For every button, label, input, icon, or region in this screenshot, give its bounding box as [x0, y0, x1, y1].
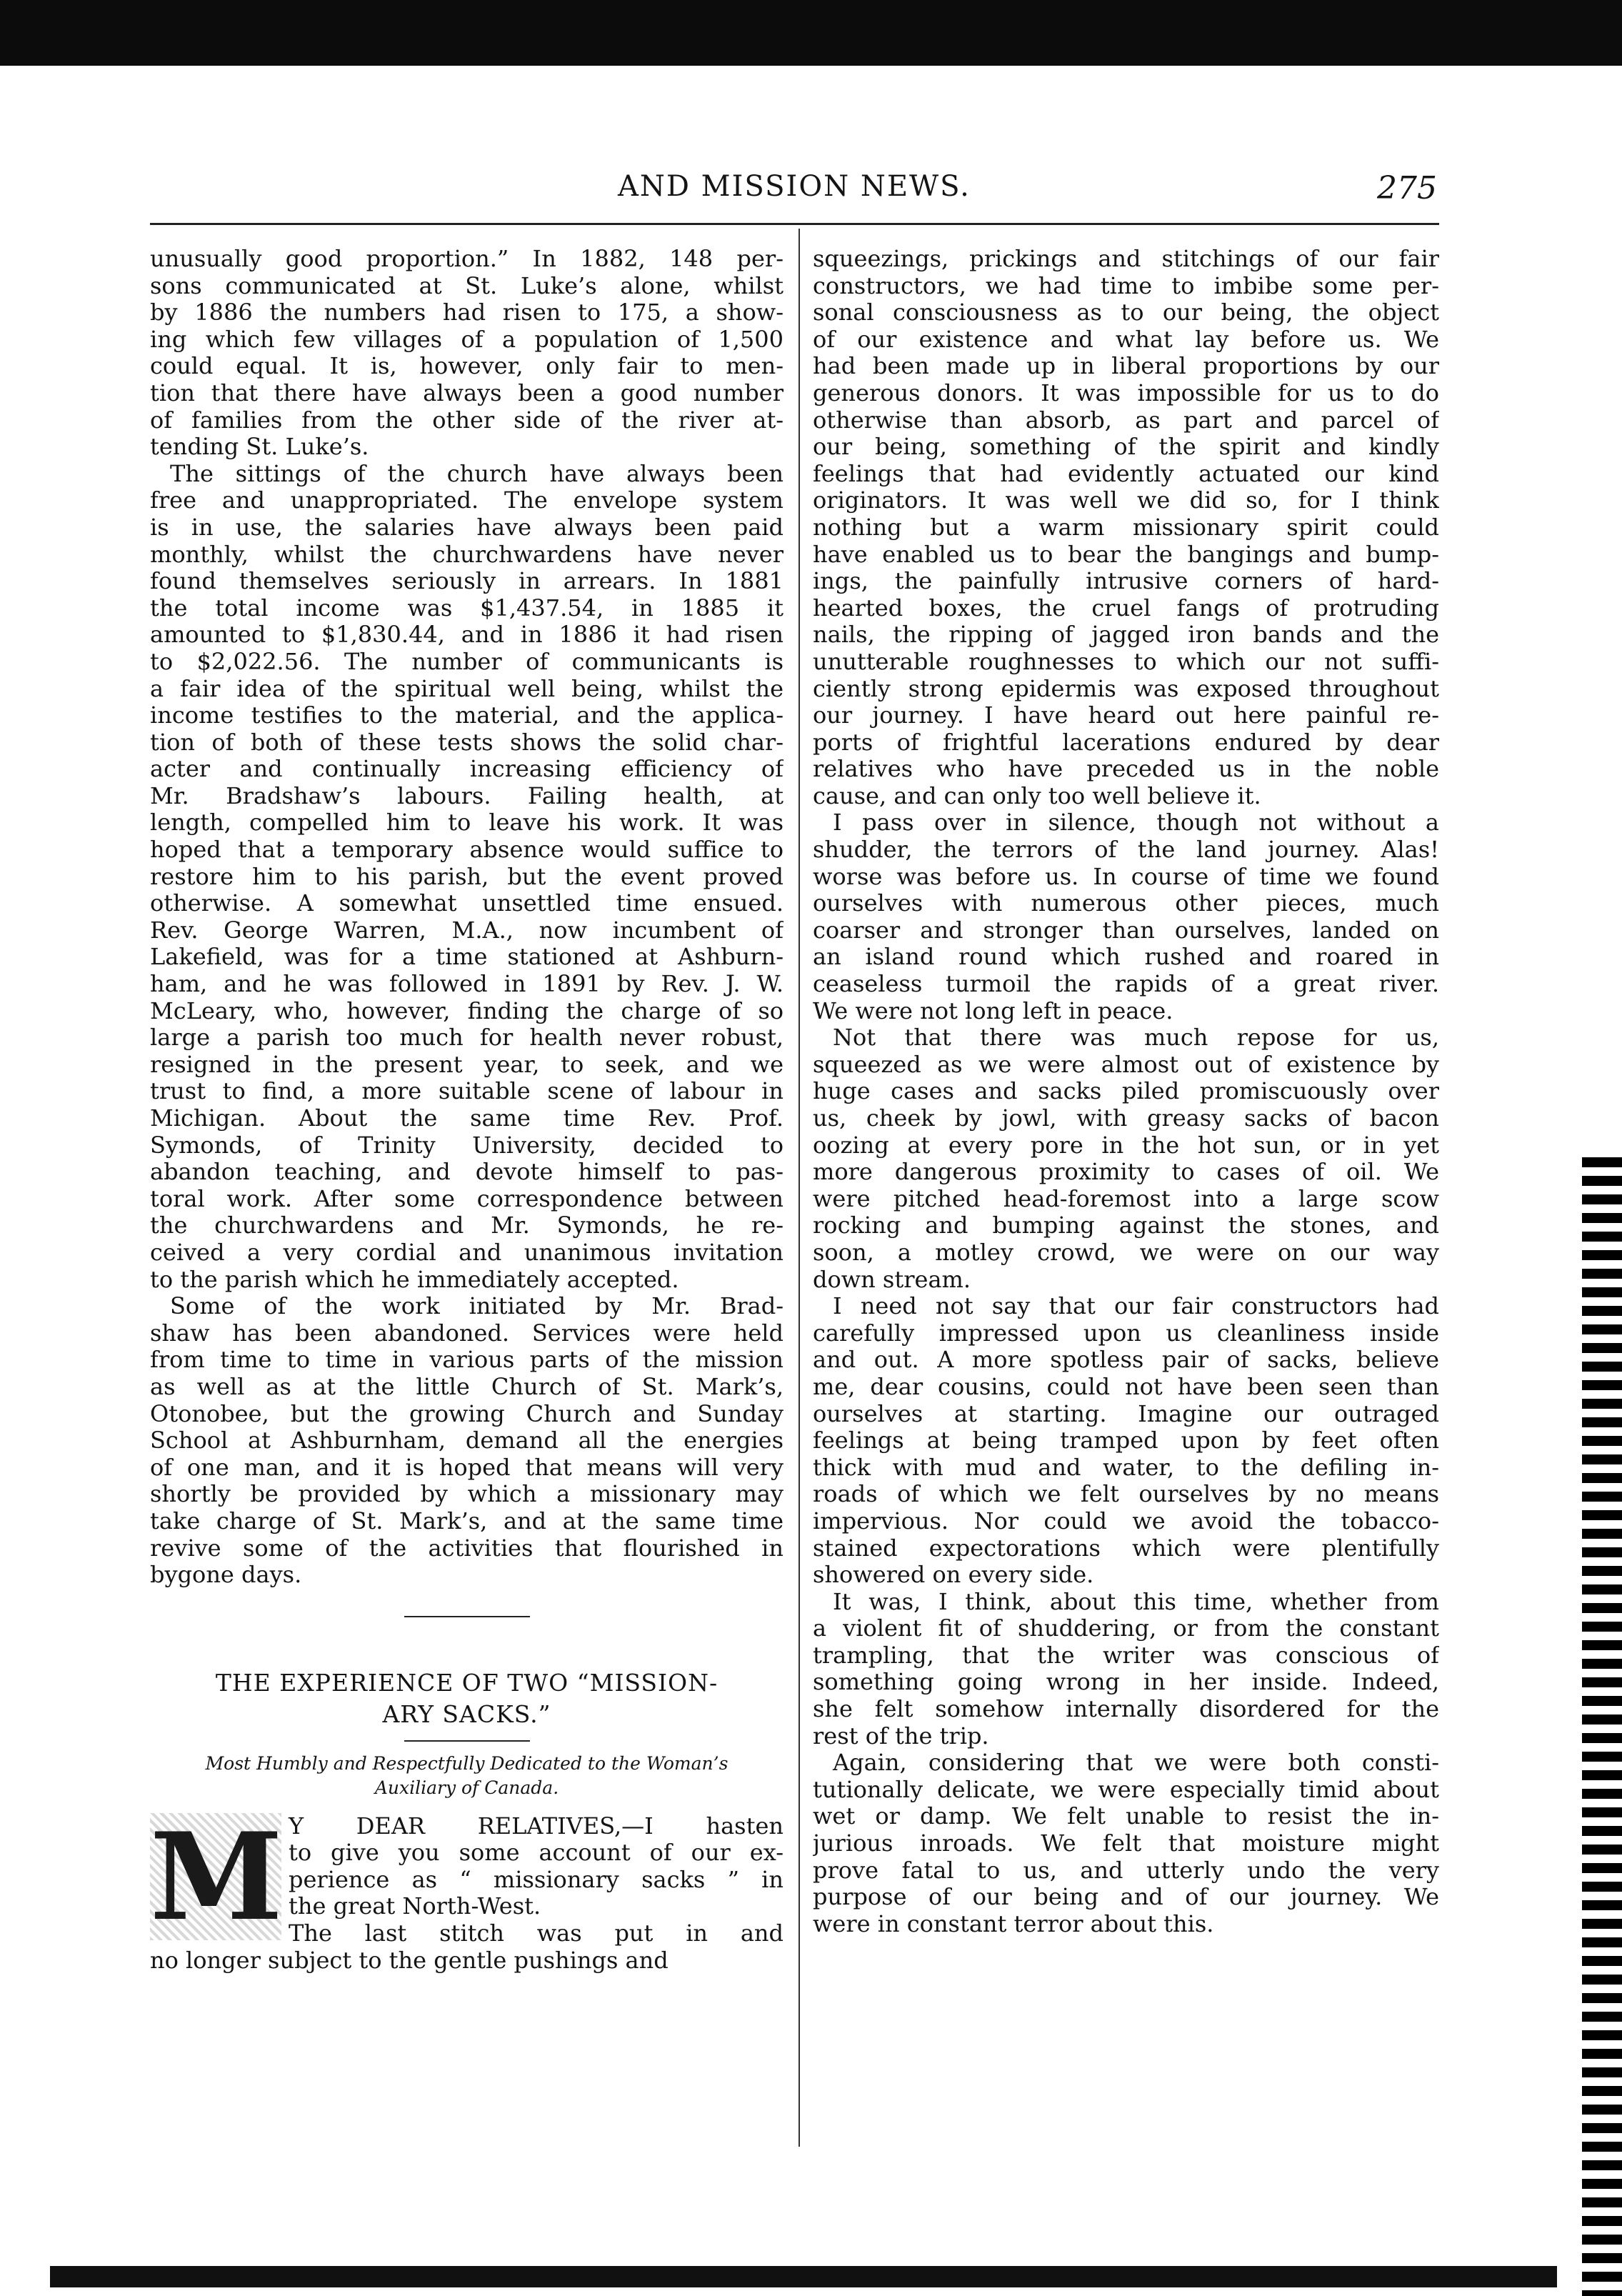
text-line: nails, the ripping of jagged iron bands and the	[813, 622, 1439, 649]
page-number: 275	[1377, 170, 1437, 206]
right-column	[813, 246, 1439, 1937]
text-line: carefully impressed upon us cleanliness inside	[813, 1319, 1439, 1347]
text-line: length, compelled him to leave his work. It was	[150, 809, 784, 837]
text-line: thick with mud and water, to the defiling in-	[813, 1454, 1439, 1481]
text-line: something going wrong in her inside. Indeed,	[813, 1669, 1439, 1696]
text-line: more dangerous proximity to cases of oil. We	[813, 1159, 1439, 1186]
title-divider	[404, 1740, 530, 1742]
article-title-line: THE EXPERIENCE OF TWO “MISSION-	[215, 1668, 719, 1697]
text-line: originators. It was well we did so, for I think	[813, 487, 1439, 514]
text-line: School at Ashburnham, demand all the energies	[150, 1427, 784, 1454]
text-line: restore him to his parish, but the event proved	[150, 863, 784, 890]
scan-edge-marks	[1582, 1157, 1622, 2296]
text-line: tion that there have always been a good number	[150, 379, 784, 406]
text-line: unutterable roughnesses to which our not suffi-	[813, 648, 1439, 675]
text-line: to the parish which he immediately accepted.	[150, 1266, 679, 1293]
text-line: impervious. Nor could we avoid the tobacco-	[813, 1507, 1439, 1534]
text-line: abandon teaching, and devote himself to pas-	[150, 1159, 784, 1186]
text-line: cause, and can only too well believe it.	[813, 782, 1261, 809]
text-line: jurious inroads. We felt that moisture might	[813, 1830, 1439, 1857]
text-line: tion of both of these tests shows the solid char-	[150, 729, 784, 756]
text-line: ings, the painfully intrusive corners of hard-	[813, 568, 1439, 595]
text-line: rocking and bumping against the stones, and	[813, 1212, 1439, 1239]
text-line: the churchwardens and Mr. Symonds, he re-	[150, 1212, 784, 1239]
dedication-line: Auxiliary of Canada.	[374, 1777, 559, 1798]
text-line: acter and continually increasing efficiency of	[150, 756, 784, 783]
text-line: relatives who have preceded us in the noble	[813, 756, 1439, 783]
text-line: take charge of St. Mark’s, and at the same time	[150, 1507, 784, 1534]
text-line: our journey. I have heard out here painful re-	[813, 702, 1439, 729]
text-line: is in use, the salaries have always been paid	[150, 514, 784, 541]
text-line: McLeary, who, however, finding the charge of so	[150, 997, 784, 1024]
text-line: by 1886 the numbers had risen to 175, a show-	[150, 299, 784, 326]
text-line: she felt somehow internally disordered for the	[813, 1696, 1439, 1723]
text-line: hearted boxes, the cruel fangs of protruding	[813, 594, 1439, 622]
text-line: squeezings, prickings and stitchings of our fair	[813, 246, 1439, 272]
text-line: Otonobee, but the growing Church and Sunday	[150, 1400, 784, 1427]
text-line: an island round which rushed and roared in	[813, 944, 1439, 971]
text-line: shudder, the terrors of the land journey. Alas!	[813, 837, 1439, 864]
section-divider	[404, 1616, 530, 1617]
text-line: ing which few villages of a population of 1,500	[150, 326, 784, 353]
text-line: were in constant terror about this.	[813, 1910, 1214, 1937]
text-line: of our existence and what lay before us. We	[813, 326, 1439, 353]
text-line: the great North-West.	[289, 1893, 541, 1920]
sacks-letter-text	[813, 246, 1439, 1937]
text-line: as well as at the little Church of St. Mark’s,	[150, 1373, 784, 1400]
text-line: had been made up in liberal proportions by our	[813, 353, 1439, 380]
text-line: the total income was $1,437.54, in 1885 it	[150, 594, 784, 622]
text-line: to give you some account of our ex-	[289, 1840, 784, 1867]
article-title-line: ARY SACKS.”	[382, 1699, 551, 1728]
text-line: otherwise than absorb, as part and parcel of	[813, 406, 1439, 434]
text-line: tutionally delicate, we were especially timid about	[813, 1776, 1439, 1803]
text-line: and out. A more spotless pair of sacks, believe	[813, 1347, 1439, 1374]
text-line: of one man, and it is hoped that means will very	[150, 1454, 784, 1481]
text-line: wet or damp. We felt unable to resist the in-	[813, 1803, 1439, 1830]
text-line: monthly, whilst the churchwardens have never	[150, 541, 784, 568]
text-line: from time to time in various parts of the mission	[150, 1347, 784, 1374]
scan-top-border	[0, 0, 1622, 66]
text-line: The sittings of the church have always been	[170, 460, 784, 487]
text-line: income testifies to the material, and the applica-	[150, 702, 784, 729]
dedication	[150, 1752, 784, 1800]
text-line: worse was before us. In course of time we found	[813, 863, 1439, 890]
text-line: Again, considering that we were both consti-	[833, 1750, 1439, 1777]
scan-bottom-border	[50, 2266, 1557, 2287]
text-line: down stream.	[813, 1266, 971, 1293]
running-head: AND MISSION NEWS.	[618, 170, 971, 203]
text-line: nothing but a warm missionary spirit could	[813, 514, 1439, 541]
text-line: bygone days.	[150, 1562, 302, 1589]
text-line: revive some of the activities that flourished in	[150, 1534, 784, 1562]
text-line: Michigan. About the same time Rev. Prof.	[150, 1105, 784, 1132]
text-line: ham, and he was followed in 1891 by Rev. J. W.	[150, 971, 784, 998]
text-line: Lakefield, was for a time stationed at Ashburn-	[150, 944, 784, 971]
left-column	[150, 246, 784, 1974]
text-line: large a parish too much for health never robust,	[150, 1024, 784, 1052]
text-line: unusually good proportion.” In 1882, 148 per-	[150, 246, 784, 272]
text-line: could equal. It is, however, only fair to men-	[150, 353, 784, 380]
text-line: ports of frightful lacerations endured by dear	[813, 729, 1439, 756]
text-line: free and unappropriated. The envelope system	[150, 487, 784, 514]
article-title	[150, 1667, 784, 1730]
text-line: roads of which we felt ourselves by no means	[813, 1481, 1439, 1508]
text-line: otherwise. A somewhat unsettled time ensued.	[150, 890, 784, 917]
text-line: have enabled us to bear the bangings and bump-	[813, 541, 1439, 568]
header-rule	[150, 223, 1439, 225]
text-line: me, dear cousins, could not have been seen than	[813, 1373, 1439, 1400]
text-line: constructors, we had time to imbibe some per-	[813, 272, 1439, 299]
text-line: trampling, that the writer was conscious of	[813, 1642, 1439, 1669]
text-line: purpose of our being and of our journey. We	[813, 1884, 1439, 1911]
text-line: to $2,022.56. The number of communicants is	[150, 648, 784, 675]
text-line: were pitched head-foremost into a large scow	[813, 1185, 1439, 1212]
text-line: shaw has been abandoned. Services were held	[150, 1319, 784, 1347]
text-line: our being, something of the spirit and kindly	[813, 434, 1439, 461]
text-line: no longer subject to the gentle pushings and	[150, 1947, 669, 1974]
text-line: huge cases and sacks piled promiscuously over	[813, 1078, 1439, 1105]
text-line: soon, a motley crowd, we were on our way	[813, 1239, 1439, 1266]
text-line: Some of the work initiated by Mr. Brad-	[170, 1293, 784, 1320]
text-line: found themselves seriously in arrears. In 1881	[150, 568, 784, 595]
text-line: oozing at every pore in the hot sun, or in yet	[813, 1132, 1439, 1159]
text-line: Not that there was much repose for us,	[833, 1024, 1439, 1052]
text-line: Symonds, of Trinity University, decided to	[150, 1132, 784, 1159]
text-line: The last stitch was put in and	[289, 1920, 784, 1947]
text-line: squeezed as we were almost out of existence by	[813, 1051, 1439, 1078]
text-line: a fair idea of the spiritual well being, whilst the	[150, 675, 784, 702]
text-line: shortly be provided by which a missionary may	[150, 1481, 784, 1508]
text-line: coarser and stronger than ourselves, landed on	[813, 917, 1439, 944]
text-line: prove fatal to us, and utterly undo the very	[813, 1857, 1439, 1884]
text-line: feelings at being tramped upon by feet often	[813, 1427, 1439, 1454]
text-line: ceaseless turmoil the rapids of a great river.	[813, 971, 1439, 998]
text-line: We were not long left in peace.	[813, 997, 1173, 1024]
text-line: showered on every side.	[813, 1562, 1094, 1589]
parish-history-text	[150, 246, 784, 1589]
text-line: ourselves with numerous other pieces, much	[813, 890, 1439, 917]
text-line: toral work. After some correspondence between	[150, 1185, 784, 1212]
text-line: tending St. Luke’s.	[150, 434, 369, 461]
dedication-line: Most Humbly and Respectfully Dedicated to the Woman’s	[205, 1752, 729, 1774]
text-line: Rev. George Warren, M.A., now incumbent of	[150, 917, 784, 944]
text-line: trust to find, a more suitable scene of labour in	[150, 1078, 784, 1105]
text-line: Mr. Bradshaw’s labours. Failing health, at	[150, 782, 784, 809]
opening-paragraph	[150, 1805, 784, 1947]
text-line: sons communicated at St. Luke’s alone, whilst	[150, 272, 784, 299]
text-line: hoped that a temporary absence would suffice to	[150, 837, 784, 864]
text-line: I need not say that our fair constructors had	[833, 1293, 1439, 1320]
text-line: a violent fit of shuddering, or from the constant	[813, 1615, 1439, 1642]
text-line: resigned in the present year, to seek, and we	[150, 1051, 784, 1078]
text-line: of families from the other side of the river at-	[150, 406, 784, 434]
text-line: amounted to $1,830.44, and in 1886 it had risen	[150, 622, 784, 649]
text-line: rest of the trip.	[813, 1722, 989, 1750]
text-line: I pass over in silence, though not without a	[833, 809, 1439, 837]
text-line: perience as “ missionary sacks ” in	[289, 1866, 784, 1893]
text-line: Y DEAR RELATIVES,—I hasten	[289, 1812, 784, 1840]
text-line: ciently strong epidermis was exposed throughout	[813, 675, 1439, 702]
column-rule	[799, 229, 800, 2147]
drop-cap: M	[150, 1805, 283, 1947]
text-line: ceived a very cordial and unanimous invitation	[150, 1239, 784, 1266]
text-line: us, cheek by jowl, with greasy sacks of bacon	[813, 1105, 1439, 1132]
text-line: It was, I think, about this time, whether from	[833, 1588, 1439, 1615]
text-line: stained expectorations which were plentifully	[813, 1534, 1439, 1562]
text-line: ourselves at starting. Imagine our outraged	[813, 1400, 1439, 1427]
text-line: generous donors. It was impossible for us to do	[813, 379, 1439, 406]
text-line: sonal consciousness as to our being, the object	[813, 299, 1439, 326]
text-line: feelings that had evidently actuated our kind	[813, 460, 1439, 487]
